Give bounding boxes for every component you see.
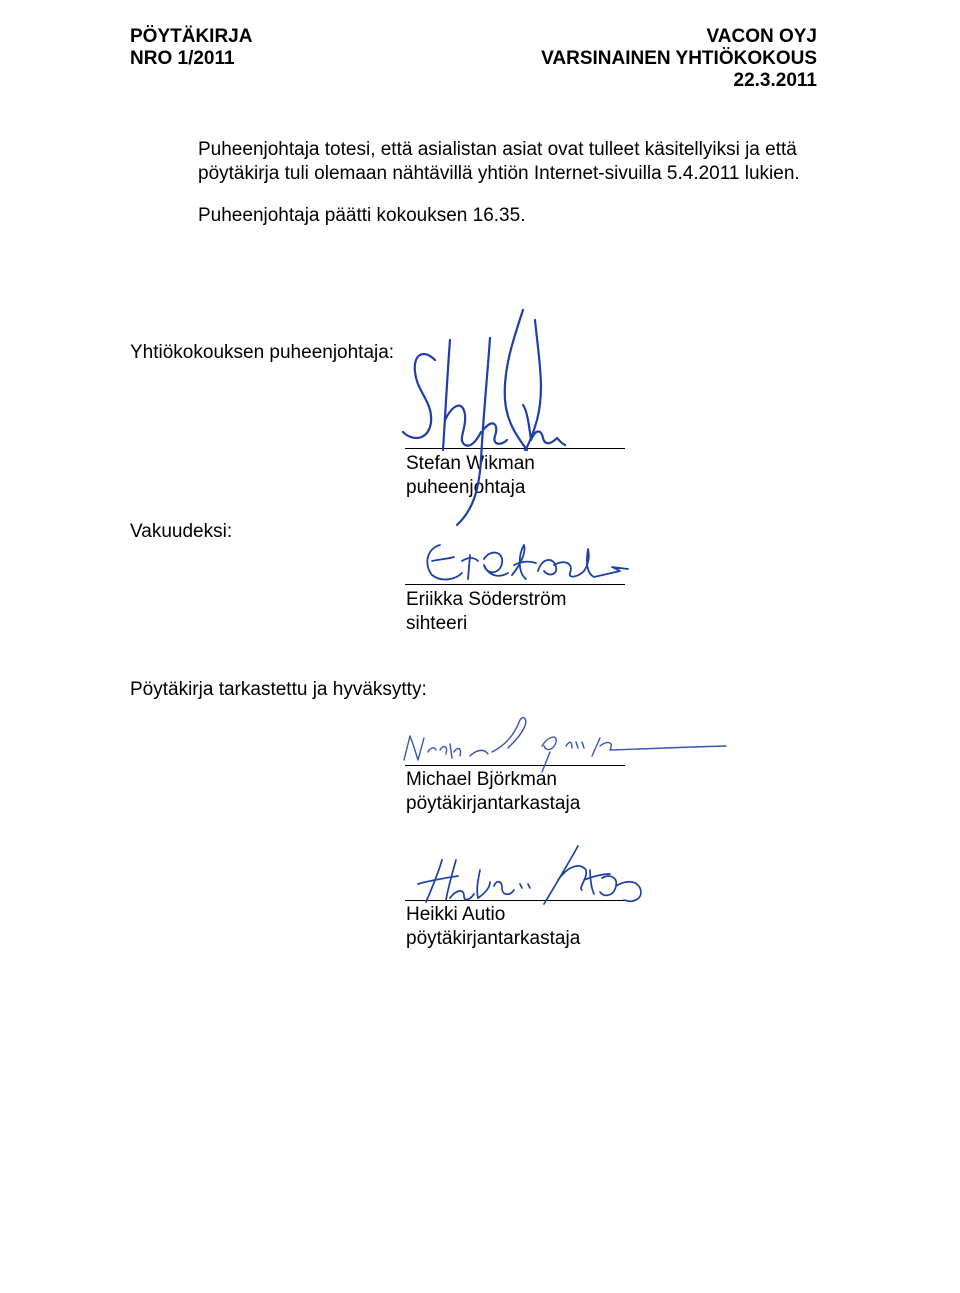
- chairman-name: Stefan Wikman: [406, 453, 535, 474]
- chairman-label: Yhtiökokouksen puheenjohtaja:: [130, 342, 395, 363]
- examiner-1-name: Michael Björkman: [406, 769, 557, 790]
- closing-statement-line-1: Puheenjohtaja totesi, että asialistan asiat ovat tulleet käsitellyiksi ja että: [198, 139, 797, 160]
- chairman-signature: [395, 300, 585, 530]
- meeting-date: 22.3.2011: [733, 70, 817, 91]
- secretary-signature: [418, 535, 638, 595]
- closing-statement-line-2: pöytäkirja tuli olemaan nähtävillä yhtiön Internet-sivuilla 5.4.2011 lukien.: [198, 163, 800, 184]
- document-number: NRO 1/2011: [130, 48, 235, 69]
- examiner-1-signature: [396, 706, 726, 776]
- examiner-2-name: Heikki Autio: [406, 904, 506, 925]
- meeting-title: VARSINAINEN YHTIÖKOKOUS: [541, 48, 817, 69]
- minutes-approved-label: Pöytäkirja tarkastettu ja hyväksytty:: [130, 679, 427, 700]
- examiner-2-signature: [398, 840, 658, 920]
- secretary-role: sihteeri: [406, 613, 468, 634]
- examiner-2-role: pöytäkirjantarkastaja: [406, 928, 581, 949]
- meeting-closed-statement: Puheenjohtaja päätti kokouksen 16.35.: [198, 205, 526, 226]
- company-name: VACON OYJ: [706, 26, 817, 47]
- chairman-role: puheenjohtaja: [406, 477, 526, 498]
- examiner-1-role: pöytäkirjantarkastaja: [406, 793, 581, 814]
- attest-label: Vakuudeksi:: [130, 521, 233, 542]
- secretary-name: Eriikka Söderström: [406, 589, 567, 610]
- document-type: PÖYTÄKIRJA: [130, 26, 253, 47]
